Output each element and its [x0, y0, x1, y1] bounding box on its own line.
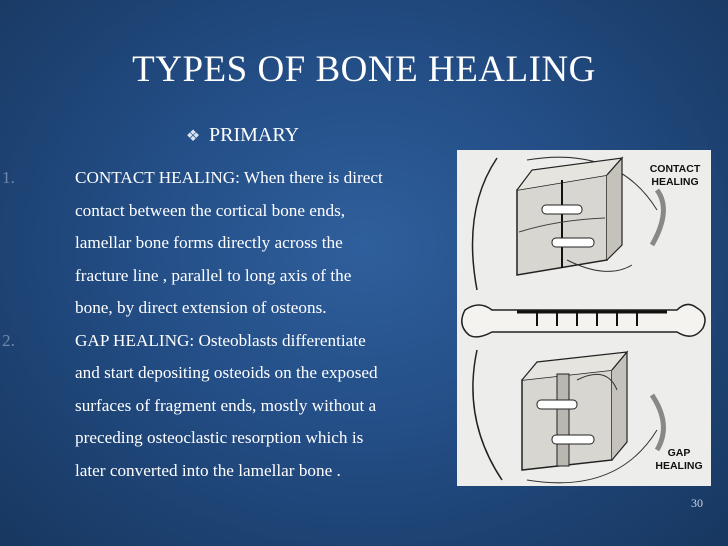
list-number: 2. — [2, 330, 15, 350]
bone-healing-illustration — [457, 150, 711, 486]
list-item-line: and start depositing osteoids on the exposed — [75, 363, 378, 382]
bone-healing-drawing — [457, 150, 711, 486]
list-item-line: later converted into the lamellar bone . — [75, 460, 341, 480]
subheading-label: PRIMARY — [209, 124, 300, 146]
list-item-line: contact between the cortical bone ends, — [75, 200, 346, 220]
list-item-line: fracture line , parallel to long axis of the — [75, 265, 352, 285]
figure-label-bottom-line-1: GAP — [667, 447, 691, 459]
list-number: 1. — [2, 168, 15, 187]
list-item-line: preceding osteoclastic resorption which is — [75, 428, 364, 447]
list-item-line: CONTACT HEALING: When there is direct — [75, 168, 383, 187]
list-item-line: lamellar bone forms directly across the — [75, 233, 343, 252]
wing-bullet-icon: ❖ — [185, 127, 201, 145]
list-item-contact-healing — [0, 162, 460, 325]
slide-title: TYPES OF BONE HEALING — [132, 49, 596, 90]
list-item-line: GAP HEALING: Osteoblasts differentiate — [75, 330, 366, 350]
figure-label-top-line-1: CONTACT — [649, 163, 701, 175]
page-number: 30 — [691, 496, 703, 510]
figure-label-top-line-2: HEALING — [651, 176, 699, 188]
numbered-list — [0, 162, 460, 487]
list-item-line: bone, by direct extension of osteons. — [75, 298, 327, 317]
subheading — [183, 124, 299, 147]
list-item-gap-healing — [0, 325, 460, 488]
figure-label-bottom-line-2: HEALING — [655, 460, 703, 472]
list-item-line: surfaces of fragment ends, mostly without a — [75, 395, 377, 415]
